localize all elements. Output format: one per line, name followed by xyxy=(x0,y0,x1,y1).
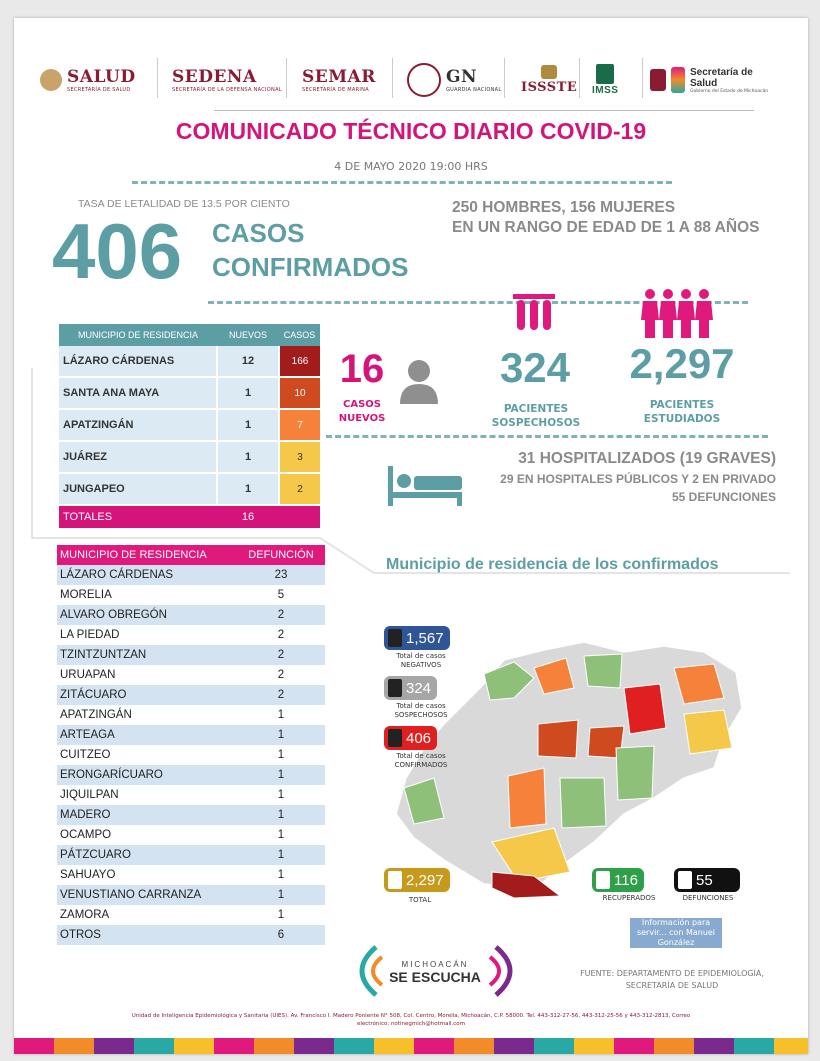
cell-casos: 2 xyxy=(279,473,320,505)
divider xyxy=(392,58,393,98)
table-row xyxy=(57,665,325,685)
source-line1: FUENTE: DEPARTAMENTO DE EPIDEMIOLOGÍA, xyxy=(580,969,764,978)
cell-municipio: ZITÁCUARO xyxy=(57,685,237,705)
studied-number: 2,297 xyxy=(629,340,735,387)
cell-municipio: OCAMPO xyxy=(57,825,237,845)
cell-defuncion: 6 xyxy=(237,925,325,945)
salud-logo-sub: SECRETARÍA DE SALUD xyxy=(67,87,131,93)
table-row xyxy=(57,725,325,745)
person-icon xyxy=(388,679,402,697)
cell-municipio: URUAPAN xyxy=(57,665,237,685)
table-row xyxy=(57,925,325,945)
studied-label-1: PACIENTES xyxy=(649,399,715,411)
cell-municipio: APATZINGÁN xyxy=(59,409,217,441)
recuperados-caption: RECUPERADOS xyxy=(602,894,656,902)
sospechosos-caption xyxy=(376,702,466,720)
cell-municipio: MADERO xyxy=(57,805,237,825)
person-icon xyxy=(388,729,402,747)
source-line2: SECRETARÍA DE SALUD xyxy=(625,981,719,990)
cell-defuncion: 2 xyxy=(237,645,325,665)
semar-logo xyxy=(302,48,376,112)
new-cases-stat xyxy=(332,348,392,426)
dashed-divider xyxy=(132,181,672,184)
lethality-rate: TASA DE LETALIDAD DE 13.5 POR CIENTO xyxy=(78,198,290,210)
confirmados-badge xyxy=(384,726,437,750)
table-row xyxy=(57,905,325,925)
cell-defuncion: 1 xyxy=(237,705,325,725)
table-header-row xyxy=(59,324,320,346)
totals-label: TOTALES xyxy=(59,505,217,528)
sospechosos-value: 324 xyxy=(406,679,432,697)
people-group-icon xyxy=(640,288,716,338)
table-row xyxy=(57,785,325,805)
confirmados-caption-1: Total de casos xyxy=(396,752,446,760)
sospechosos-badge xyxy=(384,676,437,700)
cell-defuncion: 1 xyxy=(237,785,325,805)
cell-defuncion: 1 xyxy=(237,825,325,845)
total-badge xyxy=(384,868,450,892)
cell-defuncion: 2 xyxy=(237,605,325,625)
divider xyxy=(504,58,505,98)
new-cases-label-1: CASOS xyxy=(343,399,381,410)
secretaria-logo-sub: Gobierno del Estado de Michoacán xyxy=(690,88,769,94)
confirmados-value: 406 xyxy=(406,729,432,747)
watermark-text xyxy=(630,918,722,948)
cell-defuncion: 2 xyxy=(237,685,325,705)
cell-casos: 7 xyxy=(279,409,320,441)
defunciones-caption: DEFUNCIONES xyxy=(682,894,734,902)
studied-label-2: ESTUDIADOS xyxy=(643,413,721,425)
cell-municipio: LÁZARO CÁRDENAS xyxy=(59,346,217,377)
cell-casos: 3 xyxy=(279,441,320,473)
michoacan-se-escucha-logo xyxy=(376,960,494,985)
cell-defuncion: 1 xyxy=(237,905,325,925)
demographics-age: EN UN RANGO DE EDAD DE 1 A 88 AÑOS xyxy=(452,219,760,236)
decorative-color-bar xyxy=(14,1038,808,1054)
confirmed-label-line2: CONFIRMADOS xyxy=(212,252,409,282)
column-header-nuevos: NUEVOS xyxy=(217,324,279,346)
cell-municipio: ERONGARÍCUARO xyxy=(57,765,237,785)
suspects-label-2: SOSPECHOSOS xyxy=(491,417,581,429)
cell-municipio: LÁZARO CÁRDENAS xyxy=(57,565,237,585)
divider xyxy=(642,58,643,98)
cell-nuevos: 1 xyxy=(217,409,279,441)
table-row xyxy=(57,805,325,825)
recuperados-value: 116 xyxy=(614,871,638,889)
negativos-caption-1: Total de casos xyxy=(396,652,446,660)
column-header-municipio: MUNICIPIO DE RESIDENCIA xyxy=(57,545,237,565)
gn-logo-name: GN xyxy=(446,67,478,87)
negativos-value: 1,567 xyxy=(406,629,444,647)
divider xyxy=(579,58,580,98)
cell-defuncion: 1 xyxy=(237,765,325,785)
defunciones-value: 55 xyxy=(696,871,713,889)
cell-municipio: ARTEAGA xyxy=(57,725,237,745)
negativos-caption xyxy=(376,652,466,670)
map-title: Municipio de residencia de los confirmados xyxy=(386,556,719,573)
cell-defuncion: 23 xyxy=(237,565,325,585)
suspects-label-1: PACIENTES xyxy=(503,403,569,415)
cell-nuevos: 1 xyxy=(217,473,279,505)
seal-icon xyxy=(40,69,62,91)
cell-defuncion: 2 xyxy=(237,625,325,645)
salud-logo xyxy=(40,48,136,112)
cell-defuncion: 1 xyxy=(237,845,325,865)
new-cases-number: 16 xyxy=(339,347,385,391)
cell-nuevos: 1 xyxy=(217,377,279,409)
divider xyxy=(286,58,287,98)
confirmed-cases-label xyxy=(212,216,408,284)
cell-municipio: VENUSTIANO CARRANZA xyxy=(57,885,237,905)
imss-emblem-icon xyxy=(596,64,614,84)
new-cases-label-2: NUEVOS xyxy=(338,413,386,424)
totals-value: 16 xyxy=(217,505,279,528)
confirmados-caption-2: CONFIRMADOS xyxy=(394,761,448,769)
cell-municipio: SAHUAYO xyxy=(57,865,237,885)
map-municipality xyxy=(684,710,732,754)
salud-logo-name: SALUD xyxy=(67,67,136,87)
map-municipality xyxy=(584,654,622,688)
table-row xyxy=(57,765,325,785)
cell-defuncion: 1 xyxy=(237,805,325,825)
cell-municipio: CUITZEO xyxy=(57,745,237,765)
suspects-label xyxy=(476,402,596,430)
source-note xyxy=(562,968,782,992)
suspects-number: 324 xyxy=(499,344,571,391)
confirmed-cases-number: 406 xyxy=(52,207,183,295)
cell-municipio: APATZINGÁN xyxy=(57,705,237,725)
sedena-logo-sub: SECRETARÍA DE LA DEFENSA NACIONAL xyxy=(172,87,282,93)
divider xyxy=(157,58,158,98)
state-shield-icon xyxy=(650,69,666,91)
michoacan-k-icon xyxy=(671,67,685,93)
cell-municipio: ALVARO OBREGÓN xyxy=(57,605,237,625)
cell-defuncion: 5 xyxy=(237,585,325,605)
issste-logo-name: ISSSTE xyxy=(521,80,578,95)
cell-municipio: PÁTZCUARO xyxy=(57,845,237,865)
studied-label xyxy=(622,398,742,426)
map-municipality xyxy=(624,684,666,734)
issste-logo xyxy=(521,48,577,112)
total-value: 2,297 xyxy=(406,871,444,889)
defunciones-badge xyxy=(674,868,740,892)
deaths-count: 55 DEFUNCIONES xyxy=(671,490,776,504)
negativos-badge xyxy=(384,626,450,650)
sedena-logo-name: SEDENA xyxy=(172,67,257,87)
cell-defuncion: 1 xyxy=(237,865,325,885)
imss-logo-name: IMSS xyxy=(592,85,619,96)
deaths-table xyxy=(57,545,325,945)
watermark-line2: servir... con Manuel xyxy=(636,928,716,937)
watermark-line3: González xyxy=(657,938,695,947)
page-title: COMUNICADO TÉCNICO DIARIO COVID-19 xyxy=(175,118,647,144)
map-municipality xyxy=(508,768,546,828)
institution-logos xyxy=(14,48,808,118)
sospechosos-caption-2: SOSPECHOSOS xyxy=(394,711,448,719)
imss-logo xyxy=(592,48,618,112)
gn-logo xyxy=(407,48,501,112)
total-caption: TOTAL xyxy=(408,896,432,904)
confirmados-caption xyxy=(376,752,466,770)
table-row xyxy=(57,885,325,905)
cell-municipio: MORELIA xyxy=(57,585,237,605)
table-row xyxy=(57,585,325,605)
address-line2: electrónico: notinegmich@hotmail.com xyxy=(356,1021,466,1027)
brand-line2: SE ESCUCHA xyxy=(389,969,481,985)
map-municipality xyxy=(538,720,578,758)
table-row xyxy=(57,565,325,585)
table-row xyxy=(57,825,325,845)
table-row xyxy=(57,625,325,645)
watermark-line1: Información para xyxy=(641,918,711,927)
sedena-logo xyxy=(172,48,282,112)
test-tubes-icon xyxy=(511,290,557,336)
report-date: 4 DE MAYO 2020 19:00 HRS xyxy=(334,160,488,173)
person-icon xyxy=(678,871,692,889)
map-municipality xyxy=(616,746,654,800)
demographics-sex: 250 HOMBRES, 156 MUJERES xyxy=(452,199,676,216)
cell-municipio: ZAMORA xyxy=(57,905,237,925)
issste-emblem-icon xyxy=(541,65,557,79)
sound-waves-right-icon xyxy=(488,943,528,999)
table-row xyxy=(57,745,325,765)
table-row xyxy=(57,645,325,665)
confirmed-label-line1: CASOS xyxy=(212,218,305,248)
deaths-table-wrap xyxy=(57,545,325,945)
secretaria-salud-logo xyxy=(650,48,772,112)
column-header-casos: CASOS xyxy=(279,324,320,346)
brand-line1: MICHOACÁN xyxy=(401,960,469,969)
demographics xyxy=(452,198,759,238)
cell-nuevos: 12 xyxy=(217,346,279,377)
table-row xyxy=(57,685,325,705)
table-header-row xyxy=(57,545,325,565)
hospitalized-count: 31 HOSPITALIZADOS (19 GRAVES) xyxy=(518,450,776,467)
column-header-defuncion: DEFUNCIÓN xyxy=(237,545,325,565)
recuperados-badge xyxy=(592,868,644,892)
cell-defuncion: 2 xyxy=(237,665,325,685)
cell-municipio: LA PIEDAD xyxy=(57,625,237,645)
negativos-caption-2: NEGATIVOS xyxy=(400,661,442,669)
bulletin-page xyxy=(14,18,808,1054)
table-row xyxy=(57,705,325,725)
semar-logo-sub: SECRETARÍA DE MARINA xyxy=(302,87,369,93)
cell-defuncion: 1 xyxy=(237,885,325,905)
address-line1: Unidad de Inteligencia Epidemiológica y Sanitaria (UIES). Av. Francisco I. Madero Poniente N° 508, Col. Centro, Morelia, Michoacán, C.P. 58000. Tel. 443-312-27-56, 443-312-25-56 y 443-312-2813, Correo xyxy=(131,1013,691,1019)
table-row xyxy=(57,605,325,625)
hospital-breakdown: 29 EN HOSPITALES PÚBLICOS Y 2 EN PRIVADO xyxy=(500,472,776,486)
person-icon xyxy=(398,358,440,404)
cell-municipio: JUNGAPEO xyxy=(59,473,217,505)
dashed-divider xyxy=(326,435,768,438)
table-row xyxy=(57,865,325,885)
sospechosos-caption-1: Total de casos xyxy=(396,702,446,710)
table-row xyxy=(57,845,325,865)
map-municipality xyxy=(560,778,606,828)
cell-defuncion: 1 xyxy=(237,745,325,765)
people-icon xyxy=(596,871,610,889)
people-icon xyxy=(388,871,402,889)
column-header-municipio: MUNICIPIO DE RESIDENCIA xyxy=(59,324,217,346)
semar-logo-name: SEMAR xyxy=(302,67,376,87)
cell-defuncion: 1 xyxy=(237,725,325,745)
cell-casos: 166 xyxy=(279,346,320,377)
logos-underline xyxy=(214,110,754,111)
cell-municipio: TZINTZUNTZAN xyxy=(57,645,237,665)
cell-municipio: OTROS xyxy=(57,925,237,945)
cell-casos: 10 xyxy=(279,377,320,409)
cell-municipio: JIQUILPAN xyxy=(57,785,237,805)
secretaria-logo-name: Secretaría de Salud xyxy=(690,66,753,89)
person-icon xyxy=(388,629,402,647)
gn-logo-sub: GUARDIA NACIONAL xyxy=(446,87,502,93)
cell-municipio: JUÁREZ xyxy=(59,441,217,473)
gn-seal-icon xyxy=(407,63,441,97)
address-footer xyxy=(54,1012,768,1028)
cell-nuevos: 1 xyxy=(217,441,279,473)
cell-municipio: SANTA ANA MAYA xyxy=(59,377,217,409)
